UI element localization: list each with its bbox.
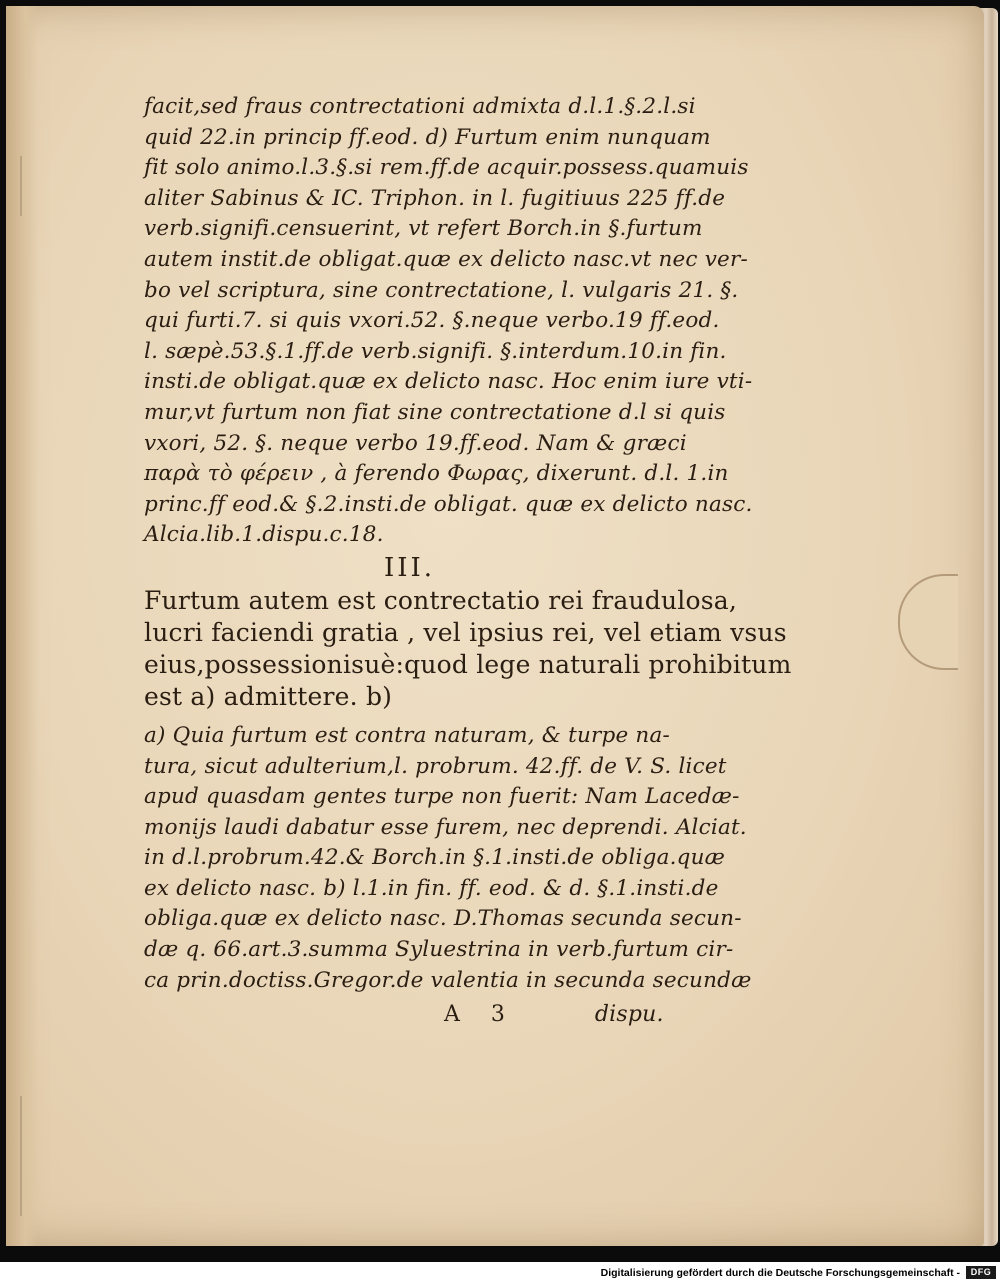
text-line: verb.signifi.censuerint, vt refert Borch.in §.furtum xyxy=(144,216,703,242)
text-line: mur,vt furtum non fiat sine contrectatione d.l si quis xyxy=(144,399,726,425)
section-heading: III. xyxy=(384,552,436,583)
text-line: Furtum autem est contrectatio rei fraudulosa, xyxy=(144,585,737,615)
footnote-block-1 xyxy=(144,92,753,551)
text-line: παρὰ τὸ φέρειν , à ferendo Φωρας, dixerunt. d.l. 1.in xyxy=(144,461,729,487)
page-footer xyxy=(144,1002,692,1027)
text-line: princ.ff eod.& §.2.insti.de obligat. quæ ex delicto nasc. xyxy=(144,491,753,517)
text-line: apud quasdam gentes turpe non fuerit: Nam Lacedæ- xyxy=(144,784,740,810)
dfg-logo: DFG xyxy=(966,1266,996,1279)
binding-thread xyxy=(20,1096,40,1216)
text-line: in d.l.probrum.42.& Borch.in §.1.insti.de obliga.quæ xyxy=(144,845,726,871)
text-line: autem instit.de obligat.quæ ex delicto nasc.vt nec ver- xyxy=(144,246,748,272)
signature-mark: A 3 xyxy=(444,1002,517,1028)
text-line: tura, sicut adulterium,l. probrum. 42.ff. de V. S. licet xyxy=(144,753,727,779)
dfg-credit-bar xyxy=(0,1262,1000,1284)
text-line: fit solo animo.l.3.§.si rem.ff.de acquir.possess.quamuis xyxy=(144,155,749,181)
dfg-credit-text: Digitalisierung gefördert durch die Deutsche Forschungsgemeinschaft - xyxy=(600,1267,960,1279)
text-block xyxy=(144,92,792,1028)
text-line: quid 22.in princip ff.eod. d) Furtum enim nunquam xyxy=(144,124,711,150)
text-line: lucri faciendi gratia , vel ipsius rei, vel etiam vsus xyxy=(144,617,787,647)
text-line: bo vel scriptura, sine contrectatione, l. vulgaris 21. §. xyxy=(144,277,739,303)
footnote-block-2 xyxy=(144,721,752,996)
text-line: Alcia.lib.1.dispu.c.18. xyxy=(144,522,384,548)
page-tab-marker xyxy=(898,574,958,670)
text-line: eius,possessionisuè:quod lege naturali prohibitum xyxy=(144,649,792,679)
text-line: qui furti.7. si quis vxori.52. §.neque verbo.19 ff.eod. xyxy=(144,308,720,334)
main-paragraph xyxy=(144,585,792,713)
text-line: est a) admittere. b) xyxy=(144,681,393,711)
text-line: dæ q. 66.art.3.summa Syluestrina in verb.furtum cir- xyxy=(144,937,734,963)
binding-thread xyxy=(20,156,40,216)
text-line: l. sæpè.53.§.1.ff.de verb.signifi. §.interdum.10.in fin. xyxy=(144,338,727,364)
book-page xyxy=(6,6,984,1246)
text-line: obliga.quæ ex delicto nasc. D.Thomas secunda secun- xyxy=(144,906,742,932)
text-line: monijs laudi dabatur esse furem, nec deprendi. Alciat. xyxy=(144,814,747,840)
text-line: insti.de obligat.quæ ex delicto nasc. Hoc enim iure vti- xyxy=(144,369,753,395)
catchword: dispu. xyxy=(594,1002,664,1028)
text-line: a) Quia furtum est contra naturam, & turpe na- xyxy=(144,722,670,748)
text-line: vxori, 52. §. neque verbo 19.ff.eod. Nam & græci xyxy=(144,430,687,456)
text-line: ex delicto nasc. b) l.1.in fin. ff. eod. & d. §.1.insti.de xyxy=(144,875,719,901)
text-line: ca prin.doctiss.Gregor.de valentia in secunda secundæ xyxy=(144,967,752,993)
text-line: aliter Sabinus & IC. Triphon. in l. fugitiuus 225 ff.de xyxy=(144,185,726,211)
text-line: facit,sed fraus contrectationi admixta d.l.1.§.2.l.si xyxy=(144,94,696,119)
